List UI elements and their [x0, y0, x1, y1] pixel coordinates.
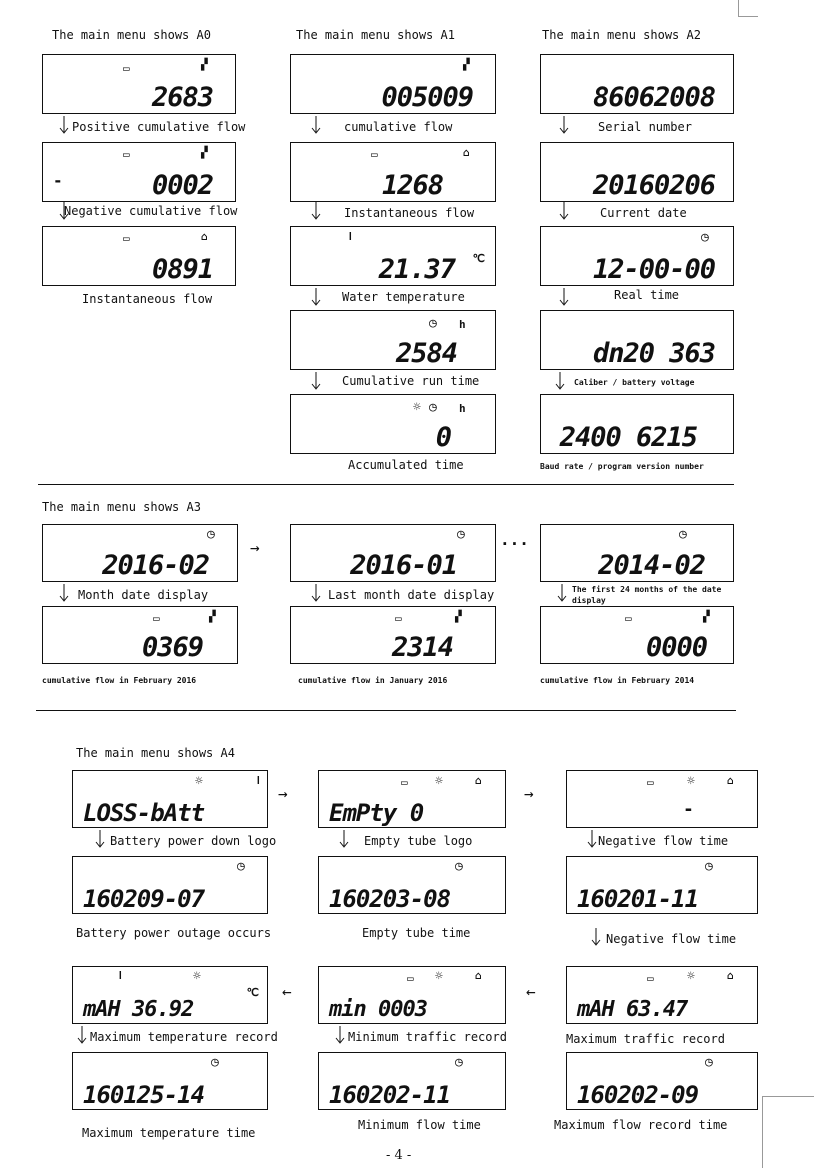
lcd-label: Empty tube logo	[364, 834, 473, 848]
lcd-value: dn20 363	[592, 338, 715, 369]
lcd-label: Current date	[600, 206, 687, 220]
lcd-a3-date-1	[42, 524, 238, 582]
lcd-a3-date-3	[540, 524, 734, 582]
lcd-label: Positive cumulative flow	[72, 120, 246, 134]
lcd-label: Maximum temperature time	[82, 1126, 256, 1140]
lcd-value: 2314	[391, 632, 453, 663]
lcd-a4-max-flow-time	[566, 1052, 758, 1110]
lcd-label: Battery power outage occurs	[76, 926, 272, 940]
lcd-a1-runtime	[290, 310, 496, 370]
lcd-a1-temperature	[290, 226, 496, 286]
lcd-label: Negative flow time	[606, 932, 737, 946]
house-icon: ⌂	[475, 969, 482, 982]
section-title-a2: The main menu shows A2	[542, 28, 701, 42]
lcd-a4-min-flow-time	[318, 1052, 506, 1110]
tap-icon: ▞	[209, 610, 216, 623]
clock-icon: ◷	[207, 527, 215, 542]
clock-icon: ◷	[455, 1055, 463, 1070]
down-arrow-icon	[590, 928, 602, 946]
lcd-a4-max-temp-time	[72, 1052, 268, 1110]
clock-icon: ◷	[705, 1055, 713, 1070]
sun-icon: ☼	[687, 774, 695, 789]
lcd-value: 0000	[645, 632, 707, 663]
right-arrow-icon: →	[250, 538, 260, 557]
clock-icon: ◷	[705, 859, 713, 874]
lcd-a1-accumulated	[290, 394, 496, 454]
lcd-a4-battery-logo	[72, 770, 268, 828]
lcd-value: -	[683, 799, 694, 820]
lcd-label: cumulative flow in January 2016	[298, 676, 448, 685]
lcd-a2-date	[540, 142, 734, 202]
lcd-a4-empty-time	[318, 856, 506, 914]
tap-icon: ▞	[703, 610, 710, 623]
lcd-label: Caliber / battery voltage	[574, 378, 695, 387]
lcd-label: Accumulated time	[348, 458, 464, 472]
down-arrow-icon	[554, 372, 566, 390]
lcd-value: 1268	[381, 170, 443, 201]
lcd-a4-min-traffic	[318, 966, 506, 1024]
lcd-a2-time	[540, 226, 734, 286]
lcd-label: Minimum traffic record	[348, 1030, 507, 1044]
lcd-label: cumulative flow in February 2014	[540, 676, 695, 685]
lcd-a4-empty-logo	[318, 770, 506, 828]
down-arrow-icon	[558, 116, 570, 134]
lcd-label: Serial number	[598, 120, 692, 134]
sun-icon: ☼	[687, 969, 695, 984]
down-arrow-icon	[310, 584, 322, 602]
battery-icon: ▭	[153, 612, 160, 625]
lcd-value: 160209-07	[83, 885, 205, 913]
clock-icon: ◷	[211, 1055, 219, 1070]
tap-icon: ▞	[455, 610, 462, 623]
sun-icon: ☼	[435, 969, 443, 984]
sun-icon: ☼	[435, 774, 443, 789]
down-arrow-icon	[338, 830, 350, 848]
divider	[36, 710, 736, 711]
page-number: - 4 -	[386, 1148, 412, 1163]
corner-mark	[738, 16, 758, 17]
lcd-a3-date-2	[290, 524, 496, 582]
corner-mark	[762, 1096, 814, 1097]
left-arrow-icon: ←	[526, 982, 536, 1001]
section-title-a4: The main menu shows A4	[76, 746, 235, 760]
lcd-label: Negative cumulative flow	[64, 204, 238, 218]
lcd-value: 0	[435, 422, 451, 453]
tap-icon: ▞	[201, 146, 208, 159]
lcd-a4-negative-time	[566, 856, 758, 914]
section-title-a3: The main menu shows A3	[42, 500, 201, 514]
lcd-a4-negative-logo	[566, 770, 758, 828]
battery-icon: ▭	[371, 148, 378, 161]
lcd-label: Minimum flow time	[358, 1118, 481, 1132]
lcd-label: Instantaneous flow	[82, 292, 213, 306]
tap-icon: ▞	[201, 58, 208, 71]
lcd-value: 0369	[141, 632, 203, 663]
house-icon: ⌂	[201, 230, 208, 243]
lcd-value: 2683	[151, 82, 213, 113]
lcd-value: 160202-09	[577, 1081, 699, 1109]
clock-icon: ◷	[429, 400, 437, 415]
lcd-value: 005009	[381, 82, 473, 113]
corner-mark	[738, 0, 739, 16]
lcd-label: Maximum flow record time	[554, 1118, 728, 1132]
lcd-a3-flow-3	[540, 606, 734, 664]
lcd-value: mAH 36.92	[83, 997, 194, 1022]
battery-icon: ▭	[625, 612, 632, 625]
thermometer-icon: ǀ	[117, 969, 124, 982]
lcd-a0-positive	[42, 54, 236, 114]
down-arrow-icon	[558, 202, 570, 220]
celsius-unit: ℃	[246, 986, 259, 999]
clock-icon: ◷	[237, 859, 245, 874]
battery-icon: ▭	[395, 612, 402, 625]
lcd-a2-serial	[540, 54, 734, 114]
lcd-value: EmPty 0	[329, 799, 424, 827]
lcd-value: 21.37	[378, 254, 455, 285]
down-arrow-icon	[76, 1026, 88, 1044]
lcd-label: Negative flow time	[598, 834, 729, 848]
down-arrow-icon	[310, 202, 322, 220]
down-arrow-icon	[310, 116, 322, 134]
sun-icon: ☼	[195, 774, 203, 789]
lcd-value: LOSS-bAtt	[83, 799, 205, 827]
lcd-label: Battery power down logo	[110, 834, 277, 848]
celsius-unit: ℃	[472, 252, 485, 265]
lcd-a4-max-traffic	[566, 966, 758, 1024]
ellipsis: ···	[500, 534, 529, 553]
lcd-value: 2584	[395, 338, 457, 369]
clock-icon: ◷	[701, 230, 709, 245]
down-arrow-icon	[334, 1026, 346, 1044]
corner-mark	[762, 1096, 763, 1168]
lcd-label: Maximum temperature record	[90, 1030, 278, 1044]
down-arrow-icon	[586, 830, 598, 848]
lcd-value: min 0003	[329, 997, 427, 1022]
lcd-label: cumulative flow in February 2016	[42, 676, 197, 685]
lcd-label: Last month date display	[328, 588, 495, 602]
lcd-label: Maximum traffic record	[566, 1032, 725, 1046]
battery-icon: ▭	[123, 232, 130, 245]
lcd-label: cumulative flow	[344, 120, 453, 134]
lcd-a4-max-temp	[72, 966, 268, 1024]
down-arrow-icon	[556, 584, 568, 602]
lcd-a2-baud	[540, 394, 734, 454]
section-title-a0: The main menu shows A0	[52, 28, 211, 42]
lcd-a3-flow-1	[42, 606, 238, 664]
lcd-value: 160125-14	[83, 1081, 205, 1109]
house-icon: ⌂	[727, 774, 734, 787]
lcd-label: Real time	[614, 288, 680, 302]
battery-icon: ▭	[123, 62, 130, 75]
lcd-a4-battery-time	[72, 856, 268, 914]
tap-icon: ▞	[463, 58, 470, 71]
down-arrow-icon	[310, 372, 322, 390]
hour-unit: h	[459, 402, 466, 415]
lcd-a2-caliber	[540, 310, 734, 370]
lcd-value: 2016-01	[350, 550, 457, 581]
clock-icon: ◷	[457, 527, 465, 542]
clock-icon: ◷	[679, 527, 687, 542]
lcd-a0-negative	[42, 142, 236, 202]
hour-unit: h	[459, 318, 466, 331]
right-arrow-icon: →	[524, 784, 534, 803]
minus-sign: -	[53, 171, 63, 190]
house-icon: ⌂	[463, 146, 470, 159]
down-arrow-icon	[58, 584, 70, 602]
lcd-value: 2016-02	[102, 550, 209, 581]
clock-icon: ◷	[455, 859, 463, 874]
lcd-value: 0891	[151, 254, 213, 285]
down-arrow-icon	[558, 288, 570, 306]
divider	[38, 484, 734, 485]
down-arrow-icon	[94, 830, 106, 848]
sun-icon: ☼	[413, 400, 421, 415]
lcd-value: 160203-08	[329, 885, 451, 913]
lcd-value: 86062008	[592, 82, 715, 113]
lcd-value: 0002	[151, 170, 213, 201]
battery-icon: ▭	[401, 776, 408, 789]
lcd-label: Baud rate / program version number	[540, 462, 704, 471]
section-title-a1: The main menu shows A1	[296, 28, 455, 42]
lcd-label: Empty tube time	[362, 926, 471, 940]
right-arrow-icon: →	[278, 784, 288, 803]
lcd-a3-flow-2	[290, 606, 496, 664]
lcd-a1-cumulative	[290, 54, 496, 114]
lcd-label: Cumulative run time	[342, 374, 480, 388]
battery-icon: ▭	[123, 148, 130, 161]
lcd-value: 160201-11	[577, 885, 699, 913]
lcd-value: mAH 63.47	[577, 997, 688, 1022]
battery-icon: ▭	[407, 972, 414, 985]
house-icon: ⌂	[475, 774, 482, 787]
down-arrow-icon	[310, 288, 322, 306]
lcd-a1-instant	[290, 142, 496, 202]
lcd-value: 2400 6215	[559, 422, 697, 453]
house-icon: ⌂	[727, 969, 734, 982]
battery-icon: ▭	[647, 972, 654, 985]
lcd-label: Water temperature	[342, 290, 465, 304]
lcd-value: 160202-11	[329, 1081, 451, 1109]
thermometer-icon: ǀ	[347, 230, 354, 243]
battery-icon: ▭	[647, 776, 654, 789]
lcd-label: Instantaneous flow	[344, 206, 475, 220]
lcd-value: 2014-02	[598, 550, 705, 581]
lcd-value: 12-00-00	[592, 254, 715, 285]
lcd-value: 20160206	[592, 170, 715, 201]
lcd-a0-instant	[42, 226, 236, 286]
lcd-label: Month date display	[78, 588, 209, 602]
clock-icon: ◷	[429, 316, 437, 331]
sun-icon: ☼	[193, 969, 201, 984]
down-arrow-icon	[58, 116, 70, 134]
lcd-label: The first 24 months of the date display	[572, 585, 722, 605]
thermometer-icon: ǀ	[255, 774, 262, 787]
left-arrow-icon: ←	[282, 982, 292, 1001]
